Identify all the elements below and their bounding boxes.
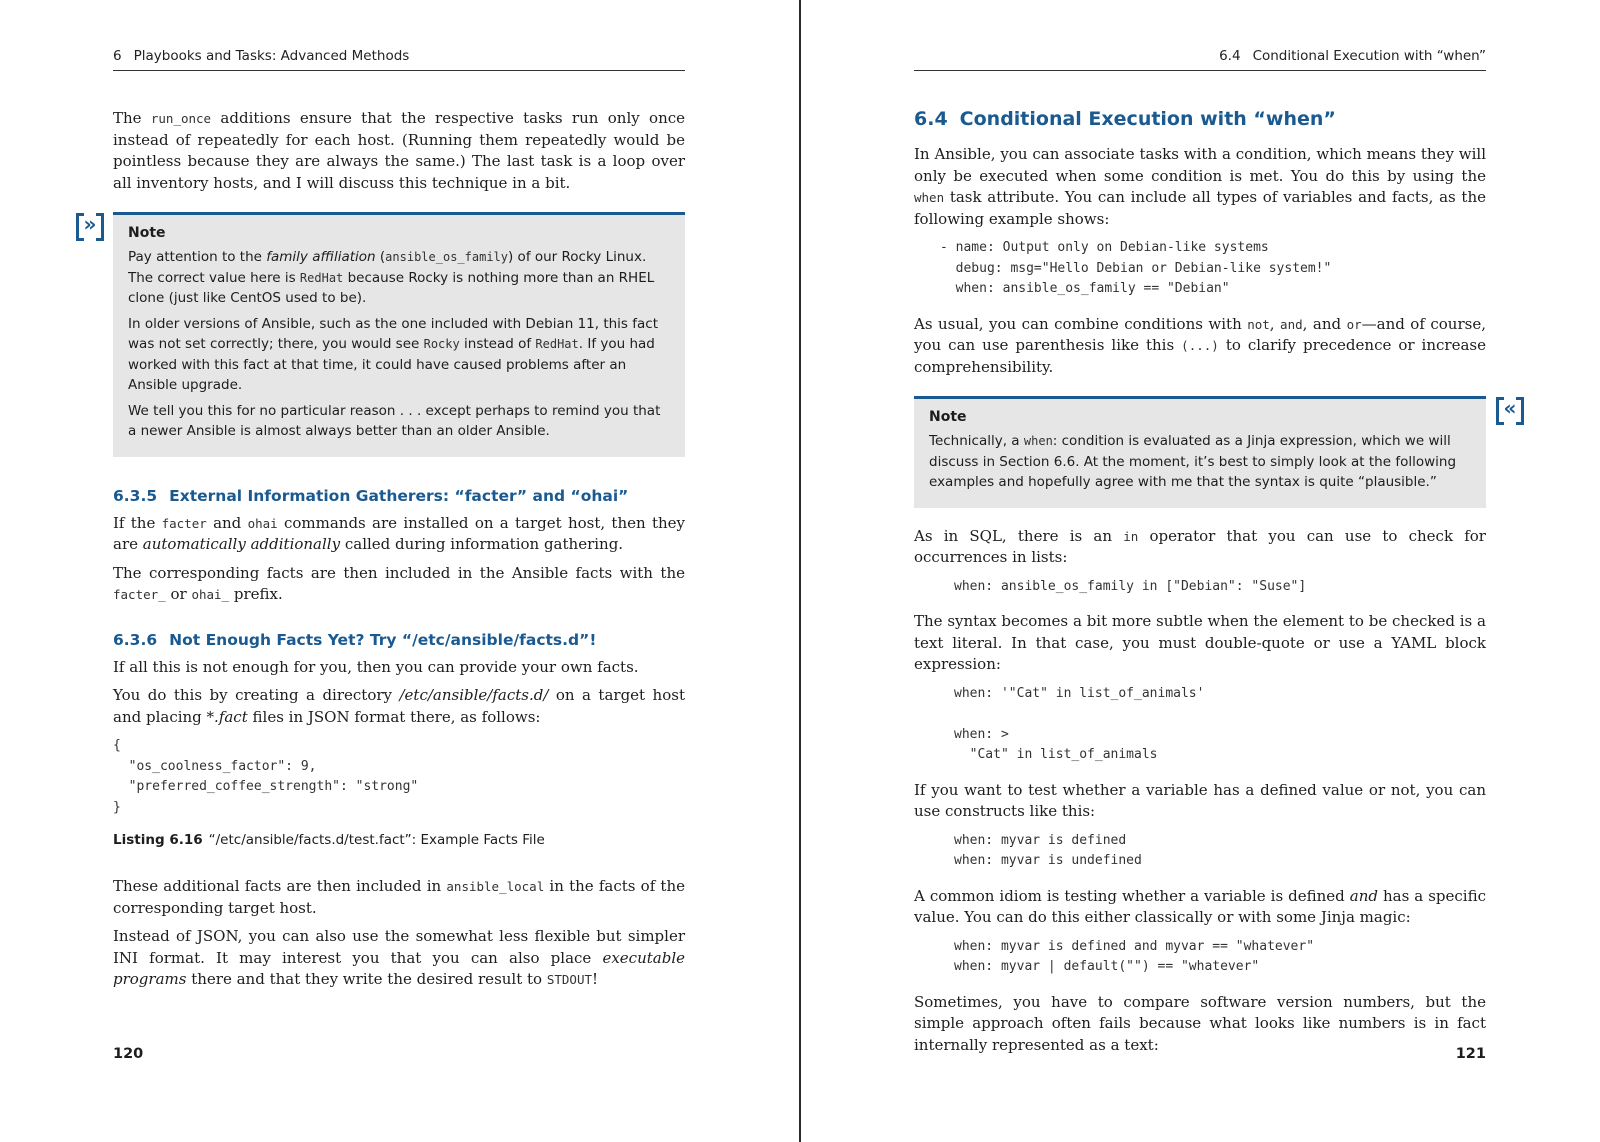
paragraph: A common idiom is testing whether a variable is defined and has a specific value. You can do this either classically or with some Jinja magic: [914,886,1486,926]
note-paragraph: Technically, a when: condition is evaluated as a Jinja expression, which we will discuss in Section 6.6. At the moment, it’s best to simply look at the following examples and hopefully agree with me that the syntax is quite “plausible.” [929,433,1457,490]
note-title: Note [128,225,166,241]
paragraph: You do this by creating a directory /etc/ansible/facts.d/ on a target host and placing *.fact files in JSON format there, as follows: [113,686,685,726]
paragraph: In Ansible, you can associate tasks with a condition, which means they will only be executed when some condition is met. You do this by using the when task attribute. You can include all types of variables and facts, as the following example shows: [914,145,1486,228]
header-right [1219,48,1486,64]
page-number: 121 [1455,1046,1486,1062]
paragraph: As in SQL, there is an in operator that you can use to check for occurrences in lists: [914,526,1486,566]
code-listing: when: ansible_os_family in ["Debian": "Suse"] [954,578,1307,594]
paragraph: If the facter and ohai commands are installed on a target host, then they are automatically additionally called during information gathering. [113,513,685,553]
note-title: Note [929,409,967,425]
note-paragraph: We tell you this for no particular reason . . . except perhaps to remind you that a newer Ansible is almost always better than an older Ansible. [128,402,661,439]
page-number: 120 [113,1046,144,1062]
note-paragraph: Pay attention to the family affiliation (ansible_os_family) of our Rocky Linux. The correct value here is RedHat because Rocky is nothing more than an RHEL clone (just like CentOS used to be). [128,249,655,306]
page-gutter [799,0,801,1142]
paragraph: If you want to test whether a variable has a defined value or not, you can use constructs like this: [914,780,1486,820]
section-title: Conditional Execution with “when” [1252,48,1486,64]
paragraph: As usual, you can combine conditions with not, and, and or—and of course, you can use parenthesis like this (...) to clarify precedence or increase comprehensibility. [914,314,1486,376]
section-heading: 6.4 Conditional Execution with “when” [914,108,1336,130]
running-header [113,46,685,71]
chapter-number: 6 [113,48,122,64]
paragraph: These additional facts are then included in ansible_local in the facts of the corresponding target host. [113,877,686,917]
paragraph: Sometimes, you have to compare software version numbers, but the simple approach often fails because what looks like numbers is in fact internally represented as a text: [914,992,1486,1054]
section-number: 6.4 [1219,48,1241,64]
code-listing: { "os_coolness_factor": 9, "preferred_coffee_strength": "strong" } [113,738,419,815]
running-header [914,46,1486,71]
subsection-heading: 6.3.5 External Information Gatherers: “facter” and “ohai” [113,486,629,505]
note-bracket-icon: « [1496,397,1524,421]
note-box [83,212,685,457]
note-paragraph: In older versions of Ansible, such as the one included with Debian 11, this fact was not set correctly; there, you would see Rocky instead of RedHat. If you had worked with this fact at that time, it could have caused problems after an Ansible upgrade. [128,315,659,393]
paragraph: If all this is not enough for you, then you can provide your own facts. [113,657,639,676]
header-left [113,48,409,64]
note-box [914,396,1517,508]
right-page-body [914,108,1517,1063]
left-page-body [83,108,686,998]
code-listing: when: myvar is defined and myvar == "whatever" when: myvar | default("") == "whatever" [954,938,1315,974]
chapter-title: Playbooks and Tasks: Advanced Methods [133,48,410,64]
paragraph: The syntax becomes a bit more subtle when the element to be checked is a text literal. In that case, you must double-quote or use a YAML block expression: [914,612,1486,673]
subsection-heading: 6.3.6 Not Enough Facts Yet? Try “/etc/ansible/facts.d”! [113,630,597,649]
code-listing: when: '"Cat" in list_of_animals' when: > "Cat" in list_of_animals [954,685,1205,762]
paragraph: Instead of JSON, you can also use the somewhat less flexible but simpler INI format. It may interest you that you can also place executable programs there and that they write the desired result to STDOUT! [113,927,685,988]
paragraph: The run_once additions ensure that the respective tasks run only once instead of repeatedly for each host. (Running them repeatedly would be pointless because they are always the same.) The last task is a loop over all inventory hosts, and I will discuss this technique in a bit. [113,109,686,192]
code-listing: when: myvar is defined when: myvar is undefined [954,832,1142,868]
paragraph: The corresponding facts are then included in the Ansible facts with the facter_ or ohai_ prefix. [113,563,685,603]
listing-caption: Listing 6.16 “/etc/ansible/facts.d/test.fact”: Example Facts File [113,832,545,848]
note-bracket-icon: » [76,213,104,237]
code-listing: - name: Output only on Debian-like systems debug: msg="Hello Debian or Debian-like system!" when: ansible_os_family == "Debian" [940,240,1332,296]
